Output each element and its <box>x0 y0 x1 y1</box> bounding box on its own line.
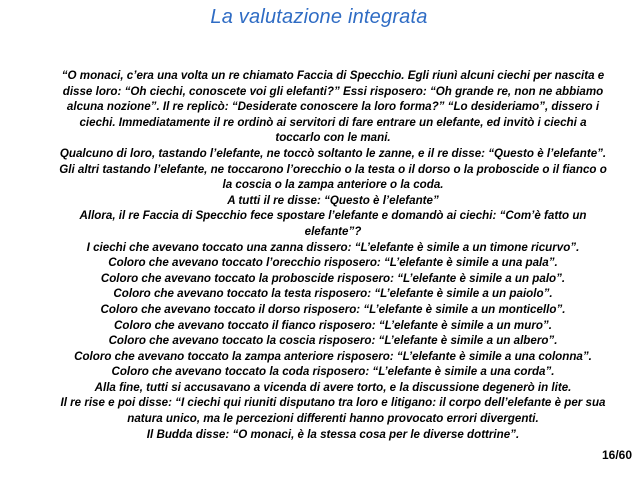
slide-title: La valutazione integrata <box>210 6 428 28</box>
story-paragraph: Allora, il re Faccia di Specchio fece spostare l’elefante e domandò ai ciechi: “Com’è fatto un elefante”? <box>79 209 587 238</box>
story-paragraph: Coloro che avevano toccato la coda risposero: “L’elefante è simile a una corda”. <box>111 365 555 379</box>
story-paragraph: Coloro che avevano toccato la coscia risposero: “L’elefante è simile a un albero”. <box>108 334 558 348</box>
story-paragraph: Il Budda disse: “O monaci, è la stessa cosa per le diverse dottrine”. <box>146 427 520 441</box>
story-paragraph: Coloro che avevano toccato la proboscide risposero: “L’elefante è simile a un palo”. <box>100 271 566 285</box>
story-paragraph: Il re rise e poi disse: “I ciechi qui riuniti disputano tra loro e litigano: il corpo dell’elefante è per sua natura unico, ma le percezioni differenti hanno provocato errori divergenti. <box>60 396 606 426</box>
story-paragraph: Coloro che avevano toccato il dorso risposero: “L’elefante è simile a un monticello”. <box>100 302 566 316</box>
story-paragraph: Alla fine, tutti si accusavano a vicenda di avere torto, e la discussione degenerò in lite. <box>94 380 572 394</box>
story-paragraph: Coloro che avevano toccato l’orecchio risposero: “L’elefante è simile a una pala”. <box>108 256 558 270</box>
page-number: 16/60 <box>601 448 632 462</box>
story-paragraph: A tutti il re disse: “Questo è l’elefante” <box>227 193 439 207</box>
story-paragraph: Coloro che avevano toccato la zampa anteriore risposero: “L’elefante è simile a una colonna”. <box>74 349 592 363</box>
story-paragraph: “O monaci, c’era una volta un re chiamato Faccia di Specchio. Egli riunì alcuni ciechi per nascita e disse loro: “Oh ciechi, conoscete voi gli elefanti?” Essi risposero: “Oh grande re, non ne abbiamo alcuna nozione”. Il re replicò: “Desiderate conoscere la loro forma?” “Lo desideriamo”, dissero i ciechi. Immediatamente il re ordinò ai servitori di fare entrare un elefante, ed invitò i ciechi a toccarlo con le mani. <box>61 69 605 145</box>
story-text <box>56 68 610 442</box>
story-paragraph: Coloro che avevano toccato la testa risposero: “L’elefante è simile a un paiolo”. <box>113 287 553 301</box>
story-paragraph: I ciechi che avevano toccato una zanna dissero: “L’elefante è simile a un timone ricurvo”. <box>86 240 580 254</box>
story-paragraph: Qualcuno di loro, tastando l’elefante, ne toccò soltanto le zanne, e il re disse: “Questo è l’elefante”. Gli altri tastando l’elefante, ne toccarono l’orecchio o la testa o il dorso o la proboscide o il fianco o la coscia o la zampa anteriore o la coda. <box>59 146 607 192</box>
story-paragraph: Coloro che avevano toccato il fianco risposero: “L’elefante è simile a un muro”. <box>114 318 552 332</box>
